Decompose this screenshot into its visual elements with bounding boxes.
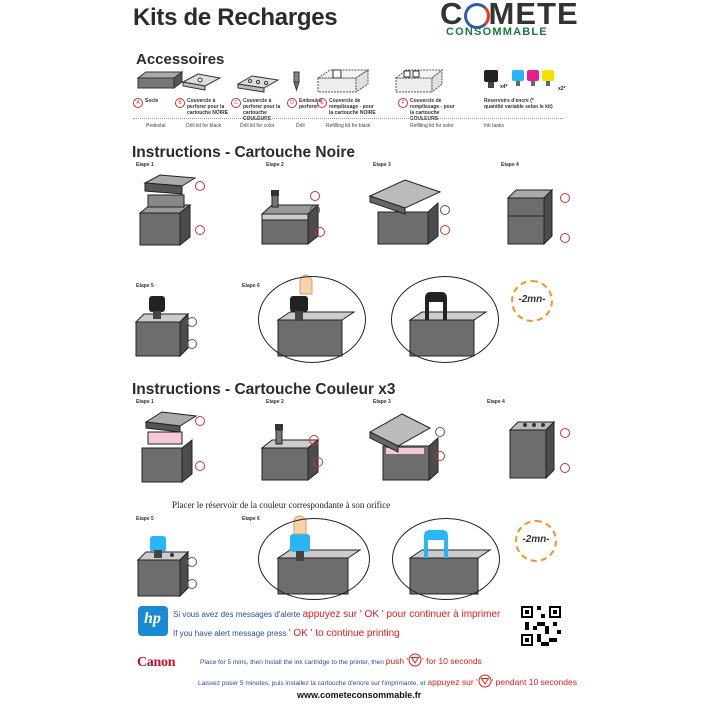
color-step-5: Etape 5	[136, 516, 154, 522]
color-step-3: Etape 3	[373, 399, 391, 405]
color-ink-count: x2*	[558, 86, 566, 92]
logo-subtitle: CONSOMMABLE	[446, 26, 548, 38]
accessory-b: B Couvercle à perforer pour la cartouche NOIRE	[175, 98, 233, 116]
accessory-ink-en: Ink tanks	[484, 123, 505, 129]
canon-instruction-en: Place for 5 mins, then Install the ink cartridge to the printer, then push ' ' for 10 seconds	[200, 650, 482, 666]
logo-wordmark: C METE	[440, 0, 579, 31]
canon-instruction-fr: Laissez poser 5 minutes, puis installez la cartouche d'encre sur l'imprimante, et appuyez sur ' ' pendant 10 secondes	[198, 671, 577, 687]
color-step-6: Etape 6	[242, 516, 260, 522]
accessory-b-en: Drill lid for black	[186, 123, 222, 129]
hp-logo: hp	[138, 606, 168, 636]
accessory-a-en: Pedestal	[146, 123, 166, 129]
black-step-6: Etape 6	[242, 283, 260, 289]
accessories-heading: Accessoires	[136, 51, 225, 68]
accessory-c-en: Drill lid for color	[240, 123, 275, 129]
accessory-f: F Couvercle de remplissage - pour la cartouche COULEURS	[398, 98, 460, 122]
accessory-c: C Couvercle à perforer pour la cartouche COULEURS	[231, 98, 291, 122]
color-caption: Placer le réservoir de la couleur correspondante à son orifice	[172, 500, 391, 510]
accessory-a: A Socle	[133, 98, 185, 108]
black-step-3: Etape 3	[373, 162, 391, 168]
accessory-f-en: Refilling lid for color	[410, 123, 454, 129]
accessory-e: E Couvercle de remplissage - pour la cartouche NOIRE	[317, 98, 379, 116]
hp-instruction-fr: Si vous avez des messages d'alerte appuyez sur ' OK ' pour continuer à imprimer	[173, 609, 501, 620]
color-timer-icon: -2mn-	[515, 520, 557, 562]
accessory-d: D Embout à perforer	[287, 98, 327, 110]
qr-code-icon	[521, 606, 561, 646]
canon-logo: Canon	[137, 655, 176, 670]
black-step-4: Etape 4	[501, 162, 519, 168]
color-step6-ellipse-1	[258, 518, 370, 600]
color-step6-ellipse-2	[392, 518, 500, 600]
color-step-4: Etape 4	[487, 399, 505, 405]
color-step-1: Etape 1	[136, 399, 154, 405]
color-step-2: Etape 2	[266, 399, 284, 405]
accessory-d-en: Drill	[296, 123, 305, 129]
accessory-e-en: Refilling lid for black	[326, 123, 371, 129]
color-instructions-heading: Instructions - Cartouche Couleur x3	[132, 381, 396, 398]
stop-button-icon	[408, 653, 422, 667]
black-timer-icon: -2mn-	[511, 280, 553, 322]
black-step-2: Etape 2	[266, 162, 284, 168]
black-instructions-heading: Instructions - Cartouche Noire	[132, 144, 356, 161]
black-step-5: Etape 5	[136, 283, 154, 289]
footer-website-link[interactable]: www.cometeconsommable.fr	[297, 690, 422, 700]
hp-instruction-en: If you have alert message press ' OK ' to continue printing	[173, 628, 400, 639]
black-ink-count: x4*	[500, 84, 508, 90]
accessory-ink-tanks: Réservoirs d'encre (* quantité variable selon le kit)	[484, 98, 553, 110]
stop-button-icon	[478, 674, 492, 688]
black-step-1: Etape 1	[136, 162, 154, 168]
page-title: Kits de Recharges	[133, 4, 338, 31]
